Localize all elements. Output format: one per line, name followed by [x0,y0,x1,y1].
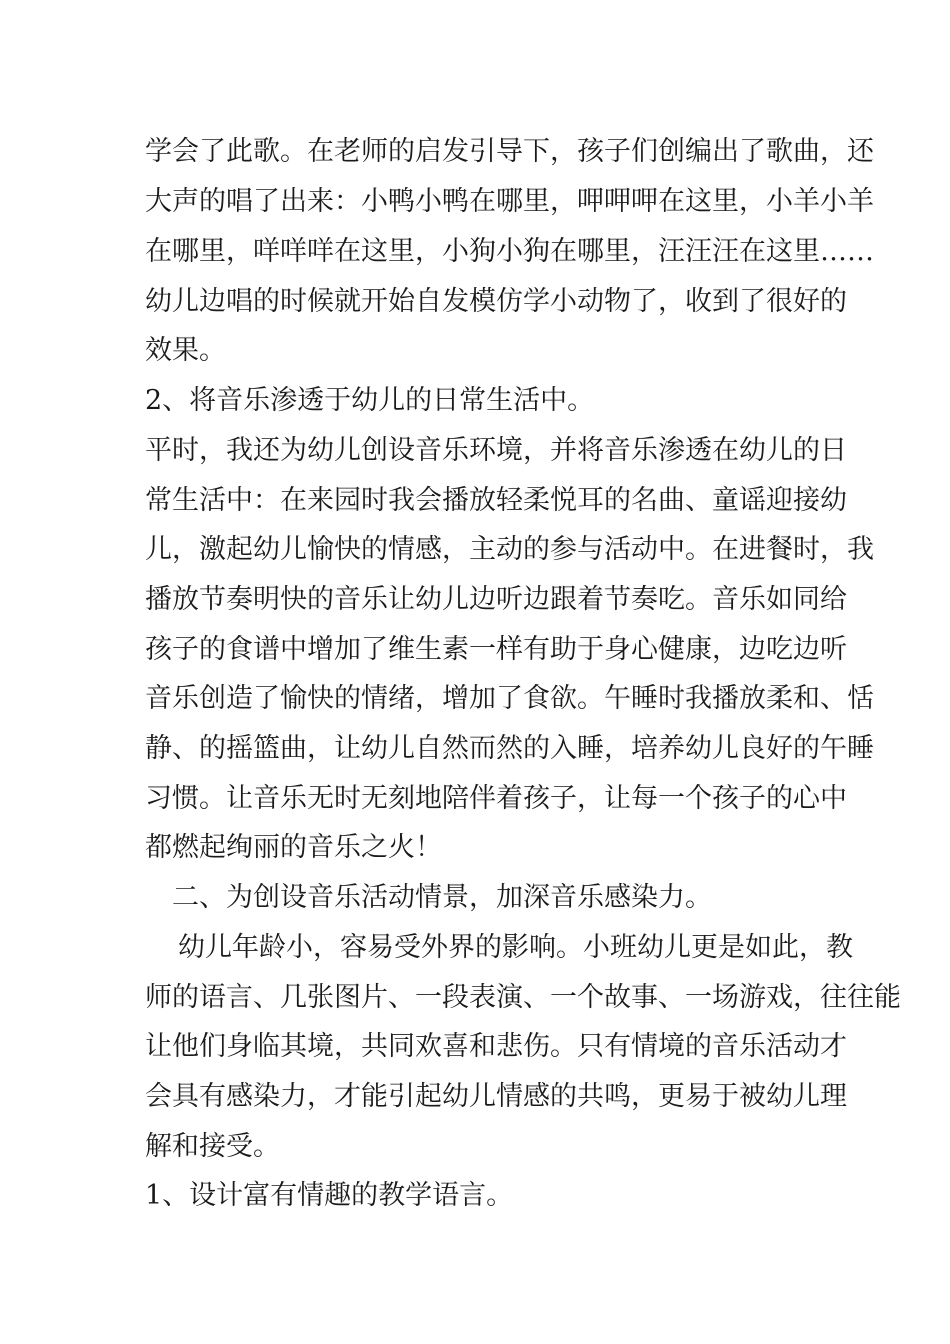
text-line: 静、的摇篮曲，让幼儿自然而然的入睡，培养幼儿良好的午睡 [145,733,874,764]
section-heading: 2、将音乐渗透于幼儿的日常生活中。 [145,385,595,416]
text-line: 幼儿年龄小，容易受外界的影响。小班幼儿更是如此，教 [178,932,853,963]
text-line: 音乐创造了愉快的情绪，增加了食欲。午睡时我播放柔和、恬 [145,683,874,714]
section-heading: 二、为创设音乐活动情景，加深音乐感染力。 [172,882,712,913]
text-line: 常生活中：在来园时我会播放轻柔悦耳的名曲、童谣迎接幼 [145,485,847,516]
text-line: 习惯。让音乐无时无刻地陪伴着孩子，让每一个孩子的心中 [145,783,847,814]
text-line: 儿，激起幼儿愉快的情感，主动的参与活动中。在进餐时，我 [145,534,874,565]
section-heading: 1、设计富有情趣的教学语言。 [145,1180,514,1211]
text-line: 孩子的食谱中增加了维生素一样有助于身心健康，边吃边听 [145,634,847,665]
text-line: 播放节奏明快的音乐让幼儿边听边跟着节奏吃。音乐如同给 [145,584,847,615]
text-line: 师的语言、几张图片、一段表演、一个故事、一场游戏，往往能 [145,982,901,1013]
text-line: 效果。 [145,335,226,366]
text-line: 解和接受。 [145,1131,280,1162]
text-line: 平时，我还为幼儿创设音乐环境，并将音乐渗透在幼儿的日 [145,435,847,466]
text-line: 让他们身临其境，共同欢喜和悲伤。只有情境的音乐活动才 [145,1031,847,1062]
text-line: 学会了此歌。在老师的启发引导下，孩子们创编出了歌曲，还 [145,136,874,167]
text-line: 在哪里，咩咩咩在这里，小狗小狗在哪里，汪汪汪在这里…… [145,236,874,267]
text-line: 大声的唱了出来：小鸭小鸭在哪里，呷呷呷在这里，小羊小羊 [145,186,874,217]
text-line: 幼儿边唱的时候就开始自发模仿学小动物了，收到了很好的 [145,286,847,317]
text-line: 会具有感染力，才能引起幼儿情感的共鸣，更易于被幼儿理 [145,1081,847,1112]
text-line: 都燃起绚丽的音乐之火！ [145,832,442,863]
